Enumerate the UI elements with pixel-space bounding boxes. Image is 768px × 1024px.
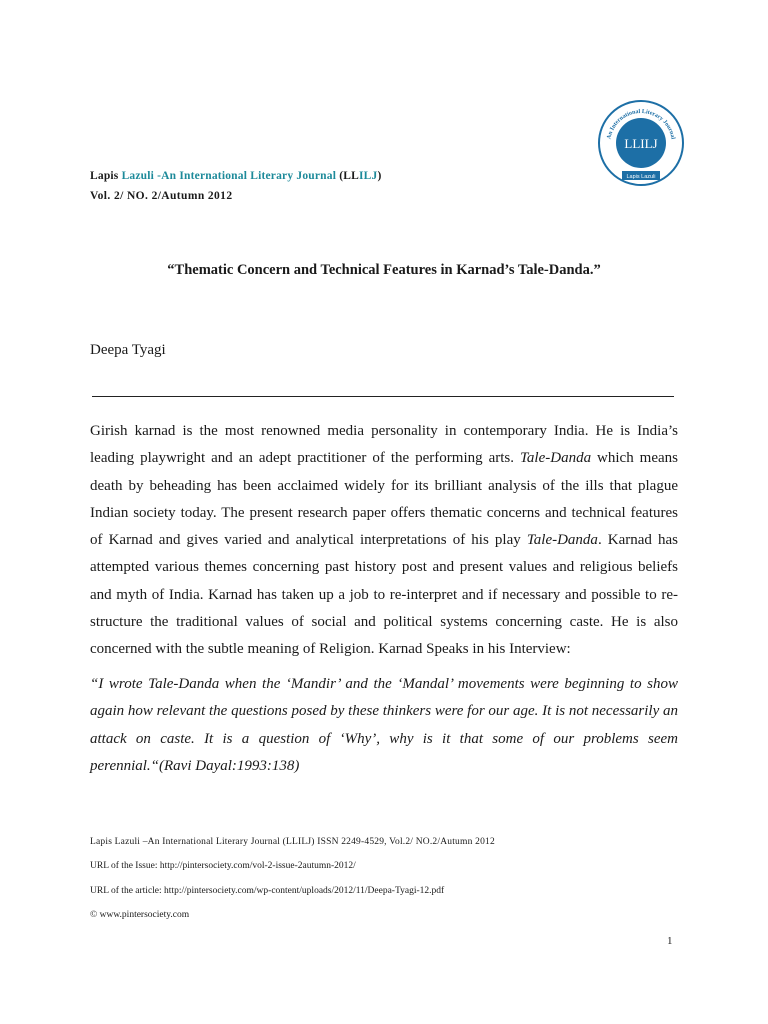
journal-logo [596, 98, 686, 188]
journal-name: Lazuli -An International Literary Journal [121, 170, 337, 182]
volume-line: Vol. 2/ NO. 2/Autumn 2012 [90, 190, 233, 202]
abstract-paragraph [90, 418, 678, 664]
paragraph-text-3: . Karnad has attempted various themes concerning past history post and present values and religious beliefs and myth of India. Karnad has taken up a job to re-interpret and if necessary and possible to re-structure the traditional values of social and political systems concerning caste. He is also concerned with the subtle meaning of Religion. Karnad Speaks in his Interview: [90, 532, 678, 658]
footer-article-url[interactable]: URL of the article: http://pintersociety.com/wp-content/uploads/2012/11/Deepa-Tyagi-12.pdf [90, 886, 445, 896]
article-title: “Thematic Concern and Technical Features in Karnad’s Tale-Danda.” [167, 262, 601, 278]
footer-citation: Lapis Lazuli –An International Literary Journal (LLILJ) ISSN 2249-4529, Vol.2/ NO.2/Autumn 2012 [90, 837, 495, 847]
logo-arc-text: An International Literary Journal [606, 108, 676, 140]
abbr-close: ) [377, 170, 382, 182]
play-title-2: Tale-Danda [526, 532, 598, 549]
paragraph-text-2: which means death by beheading has been acclaimed widely for its brilliant analysis of the ills that plague Indian society today. The present research paper offers thematic concerns and technical features of Karnad and gives varied and analytical interpretations of his play [90, 450, 678, 549]
journal-header [90, 170, 382, 182]
footer-copyright: © www.pintersociety.com [90, 910, 190, 920]
logo-bottom-text: Lapis Lazuli [626, 174, 656, 180]
divider [92, 396, 674, 397]
paragraph-text-1: Girish karnad is the most renowned media personality in contemporary India. He is India’s leading playwright and an adept practitioner of the performing arts. [90, 423, 678, 467]
abbr-a: LL [343, 170, 359, 182]
logo-center-text: LLILJ [624, 136, 658, 151]
page-number: 1 [667, 935, 673, 947]
author-name: Deepa Tyagi [90, 342, 166, 358]
interview-quote: “I wrote Tale-Danda when the ‘Mandir’ and the ‘Mandal’ movements were beginning to show again how relevant the questions posed by these thinkers were for our age. It is not necessarily an attack on caste. It is a question of ‘Why’, why is it that some of our problems seem perennial.“(Ravi Dayal:1993:138) [90, 676, 678, 774]
abbr-open: ( [336, 170, 344, 182]
play-title-1: Tale-Danda [519, 450, 592, 467]
journal-prefix: Lapis [90, 170, 122, 182]
footer-issue-url[interactable]: URL of the Issue: http://pintersociety.com/vol-2-issue-2autumn-2012/ [90, 861, 356, 871]
abbr-b: ILJ [358, 170, 378, 182]
